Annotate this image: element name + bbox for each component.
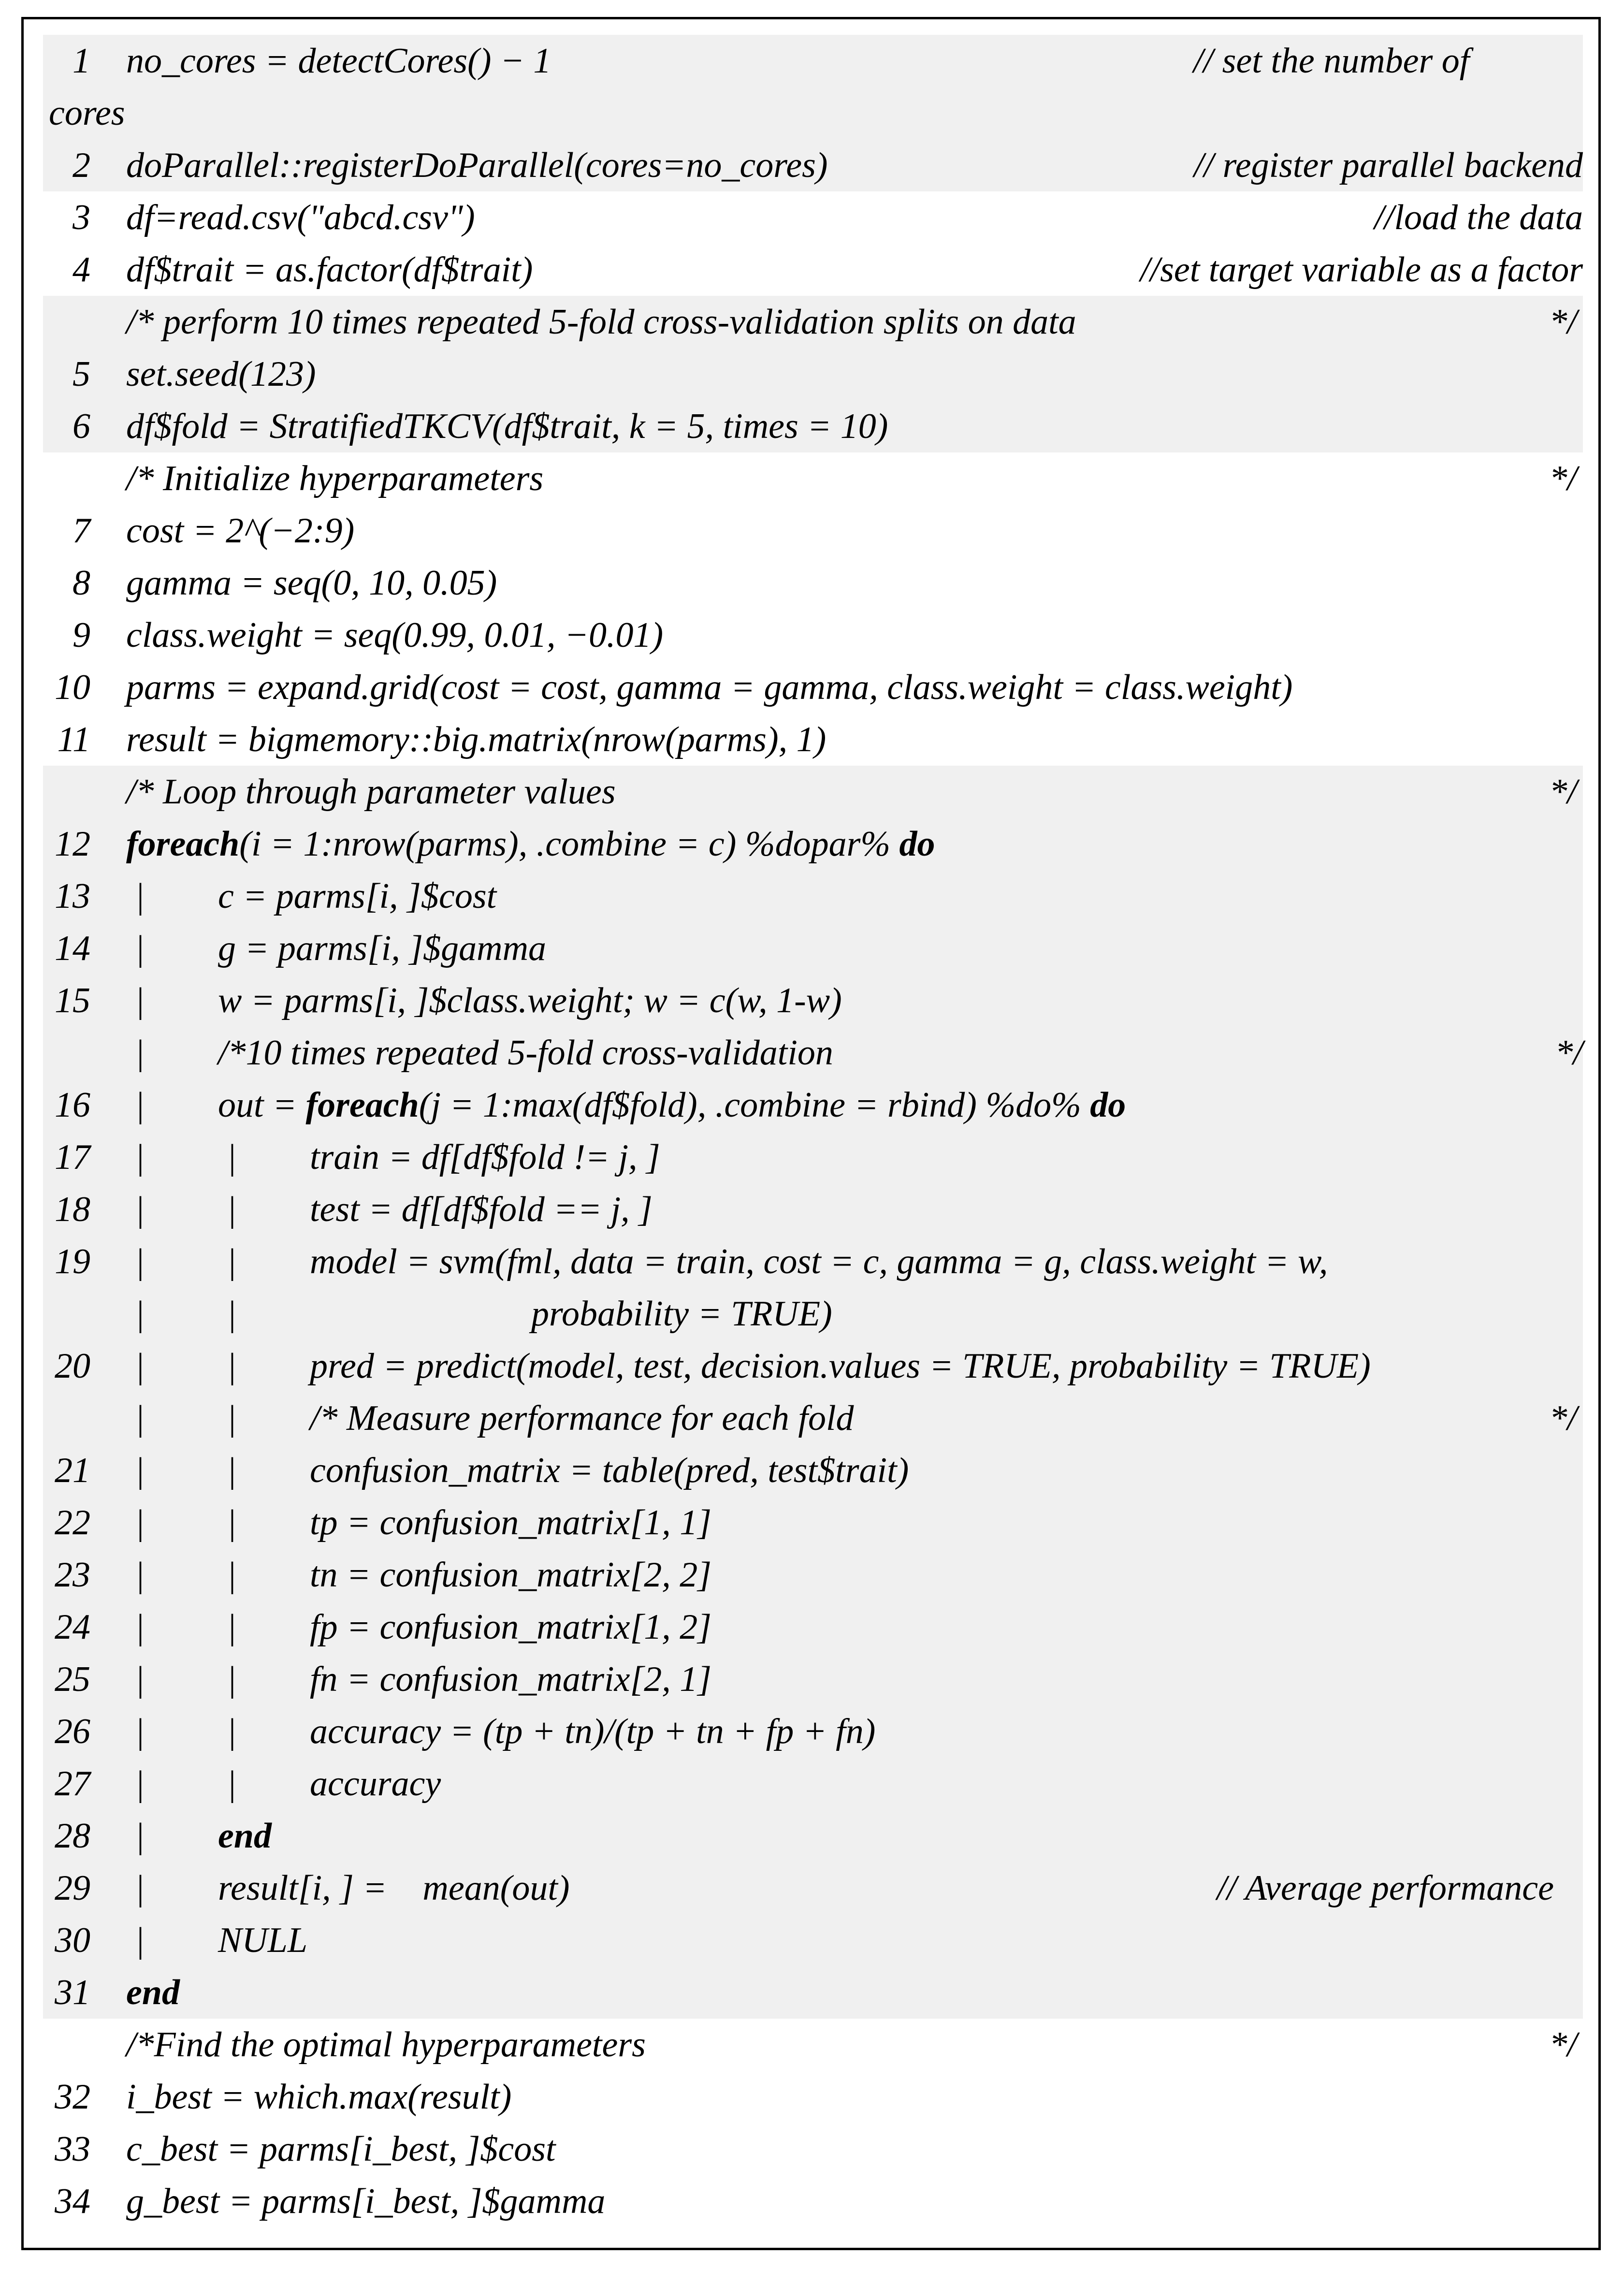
- indent-bar: |: [227, 1659, 237, 1699]
- indent-bar: |: [227, 1451, 237, 1490]
- code-text: model = svm(fml, data = train, cost = c, gamma = g, class.weight = w,: [310, 1242, 1328, 1281]
- code-text: cost = 2^(−2:9): [126, 511, 355, 551]
- comment-end: */: [1549, 459, 1577, 498]
- comment-end: */: [1555, 1033, 1583, 1073]
- line-number: 32: [55, 2077, 90, 2117]
- indent-bar: |: [227, 1503, 237, 1542]
- indent-bar: |: [135, 1816, 145, 1856]
- code-text: c_best = parms[i_best, ]$cost: [126, 2129, 556, 2169]
- line-number: 17: [55, 1137, 90, 1177]
- comment-line-cv-splits: [43, 296, 1583, 348]
- code-line-29: [43, 1862, 1583, 1914]
- indent-bar: |: [135, 1503, 145, 1542]
- code-text: df$trait = as.factor(df$trait): [126, 250, 533, 290]
- line-number: 9: [72, 615, 90, 655]
- comment-line-repeated-cv: [43, 1027, 1583, 1079]
- indent-bar: |: [135, 1085, 145, 1125]
- keyword-end: end: [218, 1816, 272, 1856]
- code-line-26: [43, 1705, 1583, 1758]
- indent-bar: |: [227, 1712, 237, 1751]
- comment-line-loop-parameters: [43, 766, 1583, 818]
- indent-bar: |: [135, 1033, 145, 1073]
- code-text: fn = confusion_matrix[2, 1]: [310, 1659, 712, 1699]
- code-line-24: [43, 1601, 1583, 1653]
- indent-bar: |: [135, 1607, 145, 1647]
- code-line-28: [43, 1810, 1583, 1862]
- indent-bar: |: [135, 1451, 145, 1490]
- code-text: fp = confusion_matrix[1, 2]: [310, 1607, 712, 1647]
- code-line-3: [43, 191, 1583, 244]
- code-text: confusion_matrix = table(pred, test$trait): [310, 1451, 909, 1490]
- block-comment: /* Measure performance for each fold: [310, 1398, 854, 1438]
- line-number: 30: [55, 1921, 90, 1960]
- code-line-16: [43, 1079, 1583, 1131]
- code-continuation: probability = TRUE): [531, 1294, 832, 1334]
- code-line-9: [43, 609, 1583, 661]
- line-number: 10: [55, 668, 90, 707]
- line-number: 20: [55, 1346, 90, 1386]
- keyword-end: end: [126, 1973, 180, 2012]
- code-line-21: [43, 1444, 1583, 1497]
- line-number: 15: [55, 981, 90, 1020]
- comment-end: */: [1549, 772, 1577, 812]
- line-number: 18: [55, 1190, 90, 1229]
- line-number: 28: [55, 1816, 90, 1856]
- code-text: df$fold = StratifiedTKCV(df$trait, k = 5, times = 10): [126, 407, 888, 446]
- line-number: 27: [55, 1764, 90, 1804]
- code-text: NULL: [218, 1921, 308, 1960]
- indent-bar: |: [135, 1294, 145, 1334]
- line-number: 22: [55, 1503, 90, 1542]
- code-continuation: cores: [49, 93, 125, 133]
- indent-bar: |: [135, 1555, 145, 1595]
- block-comment: /*10 times repeated 5-fold cross-validation: [218, 1033, 833, 1073]
- line-number: 1: [72, 41, 90, 81]
- line-number: 23: [55, 1555, 90, 1595]
- code-line-1: [43, 35, 1583, 139]
- foreach-args: (i = 1:nrow(parms), .combine = c) %dopar%: [239, 824, 899, 864]
- code-text: parms = expand.grid(cost = cost, gamma = gamma, class.weight = class.weight): [126, 668, 1293, 707]
- line-number: 25: [55, 1659, 90, 1699]
- code-text: class.weight = seq(0.99, 0.01, −0.01): [126, 615, 664, 655]
- keyword-do: do: [899, 824, 935, 864]
- indent-bar: |: [227, 1398, 237, 1438]
- foreach-args: (j = 1:max(df$fold), .combine = rbind) %do%: [419, 1085, 1090, 1125]
- code-text: g_best = parms[i_best, ]$gamma: [126, 2182, 606, 2221]
- line-number: 34: [55, 2182, 90, 2221]
- code-text: [126, 818, 935, 870]
- comment-end: */: [1549, 1398, 1577, 1438]
- indent-bar: |: [135, 1398, 145, 1438]
- code-comment: // Average performance: [1217, 1868, 1554, 1908]
- algorithm-box: [21, 17, 1601, 2250]
- code-line-10: [43, 661, 1583, 713]
- indent-bar: |: [227, 1137, 237, 1177]
- code-line-23: [43, 1549, 1583, 1601]
- code-line-6: [43, 400, 1583, 452]
- code-line-15: [43, 975, 1583, 1027]
- line-number: 12: [55, 824, 90, 864]
- keyword-foreach: foreach: [305, 1085, 419, 1125]
- code-line-25: [43, 1653, 1583, 1705]
- code-line-8: [43, 557, 1583, 609]
- line-number: 26: [55, 1712, 90, 1751]
- code-text: i_best = which.max(result): [126, 2077, 512, 2117]
- code-text: set.seed(123): [126, 354, 316, 394]
- indent-bar: |: [227, 1555, 237, 1595]
- line-number: 13: [55, 876, 90, 916]
- code-line-22: [43, 1497, 1583, 1549]
- line-number: 7: [72, 511, 90, 551]
- code-line-33: [43, 2123, 1583, 2175]
- code-comment: // set the number of: [1193, 41, 1470, 81]
- code-comment: //set target variable as a factor: [1140, 250, 1583, 290]
- code-text: c = parms[i, ]$cost: [218, 876, 497, 916]
- comment-end: */: [1549, 2025, 1577, 2065]
- code-text: accuracy: [310, 1764, 441, 1804]
- code-comment: // register parallel backend: [1194, 146, 1583, 185]
- code-text: df=read.csv("abcd.csv"): [126, 198, 475, 237]
- comment-end: */: [1549, 302, 1577, 342]
- code-text: [218, 1079, 1126, 1131]
- indent-bar: |: [135, 1346, 145, 1386]
- line-number: 14: [55, 929, 90, 968]
- comment-line-init-hyperparameters: [43, 452, 1583, 505]
- block-comment: /* Initialize hyperparameters: [126, 459, 544, 498]
- line-number: 16: [55, 1085, 90, 1125]
- comment-line-optimal-hyperparameters: [43, 2019, 1583, 2071]
- comment-line-measure-performance: [43, 1392, 1583, 1444]
- indent-bar: |: [135, 1764, 145, 1804]
- code-line-27: [43, 1758, 1583, 1810]
- code-line-2: [43, 139, 1583, 191]
- indent-bar: |: [135, 1242, 145, 1281]
- code-line-19: [43, 1236, 1583, 1340]
- code-text: tp = confusion_matrix[1, 1]: [310, 1503, 712, 1542]
- code-comment: //load the data: [1374, 198, 1583, 237]
- line-number: 5: [72, 354, 90, 394]
- indent-bar: |: [227, 1294, 237, 1334]
- code-text: test = df[df$fold == j, ]: [310, 1190, 652, 1229]
- code-text: tn = confusion_matrix[2, 2]: [310, 1555, 712, 1595]
- indent-bar: |: [135, 1137, 145, 1177]
- indent-bar: |: [135, 981, 145, 1020]
- indent-bar: |: [135, 929, 145, 968]
- code-text: gamma = seq(0, 10, 0.05): [126, 563, 497, 603]
- code-line-18: [43, 1183, 1583, 1236]
- indent-bar: |: [135, 1190, 145, 1229]
- block-comment: /* perform 10 times repeated 5-fold cross-validation splits on data: [126, 302, 1076, 342]
- code-line-31: [43, 1966, 1583, 2019]
- code-line-12: [43, 818, 1583, 870]
- block-comment: /* Loop through parameter values: [126, 772, 616, 812]
- code-text: pred = predict(model, test, decision.values = TRUE, probability = TRUE): [310, 1346, 1371, 1386]
- keyword-foreach: foreach: [126, 824, 240, 864]
- indent-bar: |: [135, 1921, 145, 1960]
- line-number: 21: [55, 1451, 90, 1490]
- indent-bar: |: [135, 1868, 145, 1908]
- indent-bar: |: [135, 876, 145, 916]
- indent-bar: |: [227, 1764, 237, 1804]
- code-line-5: [43, 348, 1583, 400]
- code-text: result[i, ] = mean(out): [218, 1868, 570, 1908]
- indent-bar: |: [227, 1607, 237, 1647]
- code-text: result = bigmemory::big.matrix(nrow(parms), 1): [126, 720, 826, 759]
- indent-bar: |: [227, 1242, 237, 1281]
- block-comment: /*Find the optimal hyperparameters: [126, 2025, 646, 2065]
- indent-bar: |: [135, 1712, 145, 1751]
- code-text: train = df[df$fold != j, ]: [310, 1137, 660, 1177]
- line-number: 6: [72, 407, 90, 446]
- line-number: 11: [57, 720, 90, 759]
- assign-prefix: out =: [218, 1085, 306, 1125]
- line-number: 2: [72, 146, 90, 185]
- line-number: 19: [55, 1242, 90, 1281]
- code-text: g = parms[i, ]$gamma: [218, 929, 547, 968]
- code-line-11: [43, 713, 1583, 766]
- line-number: 33: [55, 2129, 90, 2169]
- line-number: 24: [55, 1607, 90, 1647]
- code-text: doParallel::registerDoParallel(cores=no_cores): [126, 146, 828, 185]
- keyword-do: do: [1090, 1085, 1126, 1125]
- indent-bar: |: [227, 1190, 237, 1229]
- code-line-32: [43, 2071, 1583, 2123]
- line-number: 29: [55, 1868, 90, 1908]
- code-line-17: [43, 1131, 1583, 1183]
- line-number: 31: [55, 1973, 90, 2012]
- line-number: 8: [72, 563, 90, 603]
- line-number: 4: [72, 250, 90, 290]
- code-line-34: [43, 2175, 1583, 2227]
- indent-bar: |: [227, 1346, 237, 1386]
- code-text: w = parms[i, ]$class.weight; w = c(w, 1-w): [218, 981, 842, 1020]
- line-number: 3: [72, 198, 90, 237]
- code-text: accuracy = (tp + tn)/(tp + tn + fp + fn): [310, 1712, 876, 1751]
- indent-bar: |: [135, 1659, 145, 1699]
- code-line-30: [43, 1914, 1583, 1966]
- code-line-13: [43, 870, 1583, 922]
- code-line-7: [43, 505, 1583, 557]
- code-text: no_cores = detectCores() − 1: [126, 41, 551, 81]
- code-line-4: [43, 244, 1583, 296]
- code-line-14: [43, 922, 1583, 975]
- code-line-20: [43, 1340, 1583, 1392]
